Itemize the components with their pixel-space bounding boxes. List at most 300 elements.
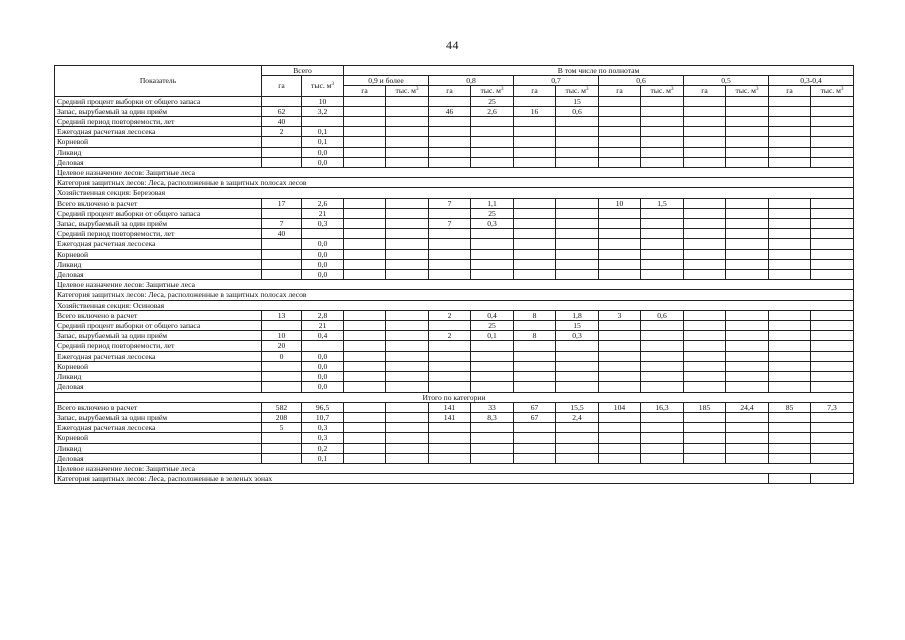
- unit-vol-label: тыс. м: [480, 86, 501, 96]
- value-cell: [344, 270, 386, 280]
- value-cell: [344, 127, 386, 137]
- value-cell: [514, 433, 556, 443]
- value-cell: 10: [262, 331, 302, 341]
- value-cell: [344, 341, 386, 351]
- table-row: [55, 198, 854, 208]
- value-cell: [262, 433, 302, 443]
- value-cell: [262, 270, 302, 280]
- table-row: [55, 96, 854, 106]
- value-cell: [429, 137, 471, 147]
- value-cell: [641, 239, 684, 249]
- value-cell: [684, 229, 726, 239]
- value-cell: [429, 351, 471, 361]
- value-cell: [429, 157, 471, 167]
- value-cell: [386, 412, 429, 422]
- value-cell: [641, 106, 684, 116]
- table-row: [55, 423, 854, 433]
- value-cell: [726, 127, 769, 137]
- value-cell: [514, 208, 556, 218]
- value-cell: [684, 341, 726, 351]
- value-cell: [429, 433, 471, 443]
- value-cell: 0,3: [302, 423, 344, 433]
- value-cell: [726, 351, 769, 361]
- value-cell: [684, 249, 726, 259]
- value-cell: 0,0: [302, 157, 344, 167]
- value-cell: [811, 249, 854, 259]
- value-cell: [386, 453, 429, 463]
- value-cell: [599, 412, 641, 422]
- section-label: Хозяйственная секция: Березовая: [55, 188, 854, 198]
- value-cell: 0,3: [302, 219, 344, 229]
- value-cell: [556, 219, 599, 229]
- indicator-header: Показатель: [55, 66, 262, 97]
- value-cell: [386, 423, 429, 433]
- value-cell: [262, 96, 302, 106]
- unit-vol-superscript: 3: [670, 87, 674, 93]
- value-cell: [769, 96, 811, 106]
- value-cell: [514, 137, 556, 147]
- value-cell: [811, 219, 854, 229]
- value-cell: [471, 341, 514, 351]
- value-cell: [514, 198, 556, 208]
- value-cell: [514, 423, 556, 433]
- value-cell: 24,4: [726, 402, 769, 412]
- value-cell: [471, 249, 514, 259]
- value-cell: [429, 259, 471, 269]
- density-header: 0,3-0,4: [769, 76, 854, 86]
- value-cell: 7: [262, 219, 302, 229]
- value-cell: [556, 443, 599, 453]
- value-cell: [514, 270, 556, 280]
- value-cell: [344, 402, 386, 412]
- value-cell: 0: [262, 351, 302, 361]
- value-cell: [262, 137, 302, 147]
- value-cell: [514, 219, 556, 229]
- value-cell: [386, 157, 429, 167]
- value-cell: [811, 106, 854, 116]
- value-cell: [262, 259, 302, 269]
- value-cell: 8: [514, 331, 556, 341]
- value-cell: [471, 259, 514, 269]
- value-cell: [769, 259, 811, 269]
- value-cell: [641, 157, 684, 167]
- value-cell: [726, 229, 769, 239]
- value-cell: [641, 229, 684, 239]
- value-cell: [514, 127, 556, 137]
- value-cell: [471, 443, 514, 453]
- value-cell: [344, 361, 386, 371]
- value-cell: [726, 361, 769, 371]
- value-cell: [769, 341, 811, 351]
- value-cell: [726, 321, 769, 331]
- value-cell: [344, 321, 386, 331]
- value-cell: [811, 198, 854, 208]
- table-row: [55, 137, 854, 147]
- value-cell: [514, 259, 556, 269]
- value-cell: [386, 219, 429, 229]
- value-cell: [769, 443, 811, 453]
- value-cell: [684, 443, 726, 453]
- value-cell: [684, 259, 726, 269]
- value-cell: [684, 239, 726, 249]
- value-cell: [471, 147, 514, 157]
- value-cell: [344, 147, 386, 157]
- value-cell: [684, 106, 726, 116]
- value-cell: [471, 229, 514, 239]
- value-cell: [811, 423, 854, 433]
- value-cell: [599, 341, 641, 351]
- value-cell: [726, 198, 769, 208]
- value-cell: [599, 423, 641, 433]
- value-cell: [811, 412, 854, 422]
- value-cell: [811, 331, 854, 341]
- value-cell: [641, 259, 684, 269]
- value-cell: 67: [514, 402, 556, 412]
- value-cell: [769, 331, 811, 341]
- value-cell: 0,1: [302, 137, 344, 147]
- value-cell: [599, 96, 641, 106]
- value-cell: [769, 127, 811, 137]
- value-cell: [344, 310, 386, 320]
- value-cell: [641, 249, 684, 259]
- value-cell: 8,3: [471, 412, 514, 422]
- value-cell: [769, 423, 811, 433]
- value-cell: [386, 402, 429, 412]
- table-row: [55, 412, 854, 422]
- value-cell: [429, 382, 471, 392]
- value-cell: 20: [262, 341, 302, 351]
- value-cell: [344, 382, 386, 392]
- value-cell: [556, 198, 599, 208]
- value-cell: [344, 453, 386, 463]
- section-row: [55, 300, 854, 310]
- value-cell: [599, 433, 641, 443]
- value-cell: [386, 198, 429, 208]
- value-cell: [769, 321, 811, 331]
- value-cell: [769, 249, 811, 259]
- value-cell: [726, 117, 769, 127]
- value-cell: [641, 423, 684, 433]
- value-cell: [556, 157, 599, 167]
- value-cell: 3,2: [302, 106, 344, 116]
- unit-vol-superscript: 3: [500, 87, 504, 93]
- value-cell: [599, 382, 641, 392]
- row-label: Деловая: [55, 270, 262, 280]
- value-cell: [599, 127, 641, 137]
- value-cell: [344, 106, 386, 116]
- value-cell: [556, 351, 599, 361]
- value-cell: [684, 219, 726, 229]
- value-cell: [344, 249, 386, 259]
- value-cell: [726, 443, 769, 453]
- row-label: Деловая: [55, 382, 262, 392]
- row-label: Корневой: [55, 249, 262, 259]
- value-cell: [769, 117, 811, 127]
- value-cell: [429, 96, 471, 106]
- unit-vol-label: тыс. м: [820, 86, 841, 96]
- value-cell: 2,8: [302, 310, 344, 320]
- value-cell: 21: [302, 208, 344, 218]
- value-cell: [684, 270, 726, 280]
- value-cell: [429, 249, 471, 259]
- row-label: Всего включено в расчет: [55, 402, 262, 412]
- value-cell: [386, 106, 429, 116]
- value-cell: 141: [429, 402, 471, 412]
- value-cell: 0,4: [302, 331, 344, 341]
- value-cell: 85: [769, 402, 811, 412]
- value-cell: [684, 117, 726, 127]
- value-cell: 208: [262, 412, 302, 422]
- value-cell: [726, 259, 769, 269]
- value-cell: [344, 219, 386, 229]
- value-cell: [684, 137, 726, 147]
- value-cell: [684, 96, 726, 106]
- value-cell: [769, 351, 811, 361]
- row-label: Запас, вырубаемый за один приём: [55, 106, 262, 116]
- unit-ha-header: га: [684, 86, 726, 96]
- value-cell: [769, 157, 811, 167]
- value-cell: [514, 239, 556, 249]
- value-cell: 2,6: [302, 198, 344, 208]
- value-cell: [556, 453, 599, 463]
- table-row: [55, 157, 854, 167]
- value-cell: 10: [599, 198, 641, 208]
- section-label: Категория защитных лесов: Леса, расположенные в защитных полосах лесов: [55, 290, 854, 300]
- value-cell: [726, 239, 769, 249]
- value-cell: [429, 147, 471, 157]
- value-cell: [726, 423, 769, 433]
- value-cell: [811, 239, 854, 249]
- value-cell: [556, 372, 599, 382]
- value-cell: [726, 147, 769, 157]
- row-label: Средний процент выборки от общего запаса: [55, 96, 262, 106]
- value-cell: [641, 117, 684, 127]
- value-cell: [262, 361, 302, 371]
- unit-vol-label: тыс. м: [395, 86, 416, 96]
- value-cell: [471, 382, 514, 392]
- row-label: Корневой: [55, 137, 262, 147]
- value-cell: 0,3: [471, 219, 514, 229]
- value-cell: 0,0: [302, 382, 344, 392]
- value-cell: [641, 361, 684, 371]
- value-cell: [641, 372, 684, 382]
- row-label: Всего включено в расчет: [55, 310, 262, 320]
- row-label: Ежегодная расчетная лесосека: [55, 351, 262, 361]
- value-cell: [641, 412, 684, 422]
- value-cell: [811, 341, 854, 351]
- value-cell: [599, 321, 641, 331]
- value-cell: [684, 127, 726, 137]
- value-cell: 104: [599, 402, 641, 412]
- value-cell: [726, 433, 769, 443]
- value-cell: 2: [262, 127, 302, 137]
- table-row: [55, 219, 854, 229]
- value-cell: [769, 229, 811, 239]
- value-cell: [769, 382, 811, 392]
- value-cell: [684, 157, 726, 167]
- section-label: Хозяйственная секция: Осиновая: [55, 300, 854, 310]
- value-cell: [514, 453, 556, 463]
- value-cell: [769, 137, 811, 147]
- value-cell: [344, 259, 386, 269]
- density-header: 0,9 и более: [344, 76, 429, 86]
- table-row: [55, 239, 854, 249]
- row-label: Ликвид: [55, 147, 262, 157]
- value-cell: [599, 137, 641, 147]
- value-cell: [556, 341, 599, 351]
- value-cell: 15: [556, 96, 599, 106]
- value-cell: [386, 433, 429, 443]
- value-cell: [386, 310, 429, 320]
- value-cell: 10,7: [302, 412, 344, 422]
- section-row: [55, 168, 854, 178]
- value-cell: [262, 157, 302, 167]
- section-label: Категория защитных лесов: Леса, расположенные в защитных полосах лесов: [55, 178, 854, 188]
- row-label: Запас, вырубаемый за один приём: [55, 219, 262, 229]
- value-cell: [386, 331, 429, 341]
- value-cell: [429, 208, 471, 218]
- table-row: [55, 147, 854, 157]
- value-cell: [811, 157, 854, 167]
- value-cell: [556, 423, 599, 433]
- value-cell: [344, 412, 386, 422]
- value-cell: [471, 361, 514, 371]
- unit-vol-header: [726, 86, 769, 96]
- value-cell: [599, 208, 641, 218]
- value-cell: 96,5: [302, 402, 344, 412]
- value-cell: [684, 412, 726, 422]
- section-label: Целевое назначение лесов: Защитные леса: [55, 463, 854, 473]
- row-label: Корневой: [55, 433, 262, 443]
- unit-vol-header: [556, 86, 599, 96]
- value-cell: 1,1: [471, 198, 514, 208]
- value-cell: [726, 341, 769, 351]
- value-cell: 21: [302, 321, 344, 331]
- value-cell: [262, 249, 302, 259]
- value-cell: [769, 361, 811, 371]
- unit-vol-superscript: 3: [331, 82, 334, 88]
- value-cell: [386, 229, 429, 239]
- value-cell: [471, 270, 514, 280]
- value-cell: [684, 361, 726, 371]
- value-cell: [811, 433, 854, 443]
- table-row: [55, 117, 854, 127]
- unit-vol-superscript: 3: [585, 87, 589, 93]
- row-label: Ликвид: [55, 259, 262, 269]
- row-label: Запас, вырубаемый за один приём: [55, 412, 262, 422]
- value-cell: [684, 208, 726, 218]
- row-label: Ежегодная расчетная лесосека: [55, 423, 262, 433]
- value-cell: [811, 453, 854, 463]
- value-cell: [769, 219, 811, 229]
- value-cell: [429, 453, 471, 463]
- value-cell: [556, 229, 599, 239]
- value-cell: [769, 372, 811, 382]
- value-cell: [514, 351, 556, 361]
- section-row: [55, 392, 854, 402]
- section-row: [55, 474, 854, 484]
- density-header: 0,8: [429, 76, 514, 86]
- value-cell: [556, 361, 599, 371]
- row-label: Ежегодная расчетная лесосека: [55, 239, 262, 249]
- value-cell: [599, 147, 641, 157]
- value-cell: [811, 310, 854, 320]
- value-cell: [556, 137, 599, 147]
- value-cell: [811, 137, 854, 147]
- value-cell: 33: [471, 402, 514, 412]
- value-cell: 2: [429, 310, 471, 320]
- value-cell: [302, 229, 344, 239]
- value-cell: [344, 157, 386, 167]
- table-row: [55, 229, 854, 239]
- value-cell: [514, 147, 556, 157]
- value-cell: 2,4: [556, 412, 599, 422]
- value-cell: 0,1: [471, 331, 514, 341]
- value-cell: [429, 117, 471, 127]
- value-cell: [726, 208, 769, 218]
- cutting-volume-table: [54, 65, 854, 484]
- value-cell: 2: [429, 331, 471, 341]
- value-cell: [641, 433, 684, 443]
- value-cell: [386, 96, 429, 106]
- value-cell: [386, 321, 429, 331]
- value-cell: [386, 341, 429, 351]
- unit-vol-superscript: 3: [840, 87, 844, 93]
- value-cell: [769, 270, 811, 280]
- value-cell: [514, 443, 556, 453]
- table-row: [55, 270, 854, 280]
- value-cell: [471, 351, 514, 361]
- value-cell: [386, 351, 429, 361]
- value-cell: 141: [429, 412, 471, 422]
- unit-vol-superscript: 3: [415, 87, 419, 93]
- value-cell: 5: [262, 423, 302, 433]
- value-cell: [344, 423, 386, 433]
- value-cell: [556, 239, 599, 249]
- value-cell: [514, 382, 556, 392]
- value-cell: 2,6: [471, 106, 514, 116]
- value-cell: [514, 321, 556, 331]
- value-cell: [429, 270, 471, 280]
- value-cell: [556, 127, 599, 137]
- value-cell: [302, 117, 344, 127]
- value-cell: [599, 249, 641, 259]
- value-cell: [641, 96, 684, 106]
- value-cell: [811, 351, 854, 361]
- value-cell: 0,3: [556, 331, 599, 341]
- value-cell: [769, 106, 811, 116]
- value-cell: [726, 382, 769, 392]
- value-cell: [726, 453, 769, 463]
- value-cell: [344, 351, 386, 361]
- value-cell: [769, 412, 811, 422]
- table-row: [55, 331, 854, 341]
- density-header: 0,6: [599, 76, 684, 86]
- table-body: [55, 96, 854, 484]
- value-cell: [641, 208, 684, 218]
- value-cell: [556, 249, 599, 259]
- value-cell: [684, 433, 726, 443]
- table-row: [55, 259, 854, 269]
- value-cell: [599, 259, 641, 269]
- value-cell: [726, 412, 769, 422]
- row-label: Ликвид: [55, 372, 262, 382]
- value-cell: 0,0: [302, 372, 344, 382]
- empty-cell: [769, 474, 811, 484]
- section-row: [55, 188, 854, 198]
- value-cell: 16: [514, 106, 556, 116]
- value-cell: 0,2: [302, 443, 344, 453]
